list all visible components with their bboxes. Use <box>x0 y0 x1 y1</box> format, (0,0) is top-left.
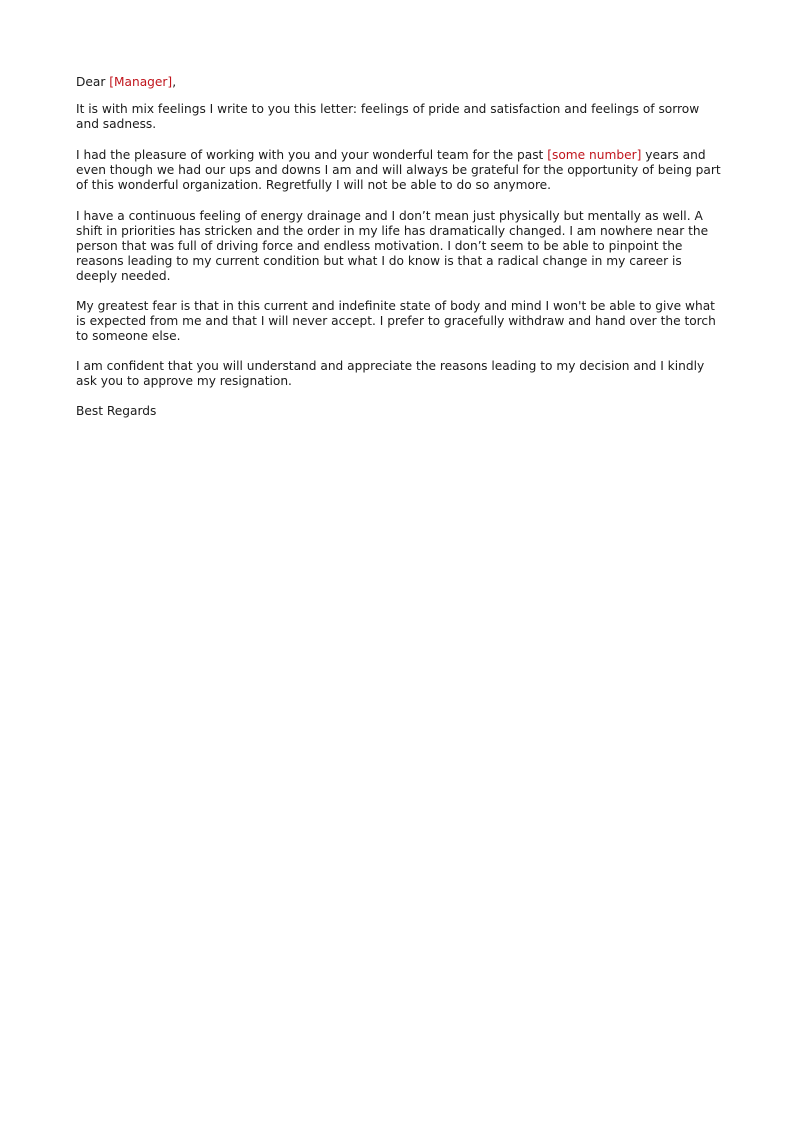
paragraph-3: I have a continuous feeling of energy drainage and I don’t mean just physically but mentally as well. A shift in priorities has stricken and the order in my life has dramatically changed. I am nowhere near the person that was full of driving force and endless motivation. I don’t seem to be able to pinpoint the reasons leading to my current condition but what I do know is that a radical change in my career is deeply needed. <box>76 209 709 283</box>
paragraph-5: I am confident that you will understand and appreciate the reasons leading to my decision and I kindly ask you to approve my resignation. <box>76 359 705 388</box>
paragraph-2-after: years and even though we had our ups and downs I am and will always be grateful for the opportunity of being part of this wonderful organization. Regretfully I will not be able to do so anymore. <box>76 148 721 192</box>
salutation-prefix: Dear <box>76 75 110 89</box>
salutation <box>76 75 721 90</box>
salutation-suffix: , <box>172 75 177 89</box>
paragraph-4: My greatest fear is that in this current and indefinite state of body and mind I won't be able to give what is expected from me and that I will never accept. I prefer to gracefully withdraw and hand over the torch to someone else. <box>76 299 716 343</box>
paragraph-2-before: I had the pleasure of working with you and your wonderful team for the past <box>76 148 548 162</box>
closing: Best Regards <box>76 404 157 418</box>
resignation-letter <box>76 75 721 434</box>
paragraph-1: It is with mix feelings I write to you this letter: feelings of pride and satisfaction and feelings of sorrow and sadness. <box>76 102 700 131</box>
paragraph-2 <box>76 148 721 193</box>
years-placeholder: [some number] <box>547 148 642 162</box>
manager-placeholder: [Manager] <box>109 75 173 89</box>
